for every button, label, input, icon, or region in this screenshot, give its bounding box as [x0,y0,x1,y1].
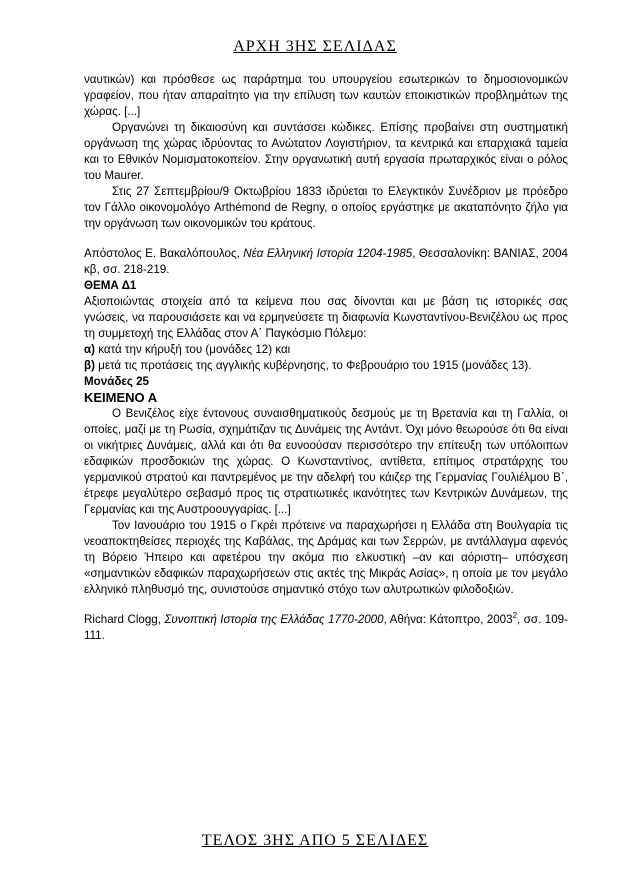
text-a-paragraph: Ο Βενιζέλος είχε έντονους συναισθηματικούς δεσμούς με τη Βρετανία και τη Γαλλία, οι οποίες, μαζί με τη Ρωσία, σχημάτιζαν τις Δυνάμεις της Αντάντ. Όχι μόνο θεωρούσε ότι θα είναι οι νικήτριες Δυνάμεις, αλλά και ότι θα ευνοούσαν περισσότερο την επίτευξη των υπόλοιπων εδαφικών προσδοκιών της χώρας. Ο Κωνσταντίνος, αντίθετα, επίτιμος στρατάρχης του γερμανικού στρατού και παντρεμένος με την αδελφή του κάιζερ της Γερμανίας Γουλιέλμου Β΄, έτρεφε μεγαλύτερο σεβασμό προς τις στρατιωτικές ικανότητες των Κεντρικών Δυνάμεων, της Γερμανίας και της Αυστροουγγαρίας. [...] [84,407,568,516]
citation-publisher: , Αθήνα: Κάτοπτρο, 2003 [383,613,513,626]
citation-publisher: , Θεσσαλονίκη: ΒΑΝΙΑΣ, 2004 κβ, σσ. 218-219. [84,247,568,276]
task-a-letter: α) [84,343,95,356]
citation-author: Απόστολος Ε. Βακαλόπουλος, [84,247,244,260]
text-a-title: ΚΕΙΜΕΝΟ Α [84,390,158,405]
citation-title: Νέα Ελληνική Ιστορία 1204-1985 [243,247,413,260]
text-a-paragraph: Τον Ιανουάριο του 1915 ο Γκρέι πρότεινε να παραχωρήσει η Ελλάδα στη Βουλγαρία τις νεοαποκτηθείσες περιοχές της Καβάλας, της Δράμας και των Σερρών, με αντάλλαγμα αφενός τη Βόρειο Ήπειρο και αφετέρου την ακόμα πιο ελκυστική –αν και αόριστη– υπόσχεση «σημαντικών εδαφικών παραχωρήσεων στις ακτές της Μικράς Ασίας», η οποία με τον μεγάλο ελληνικό πληθυσμό της, συνιστούσε σημαντικό στόχο των αλυτρωτικών φιλοδοξιών. [84,519,568,596]
task-b-letter: β) [84,359,95,372]
theme-title: ΘΕΜΑ Δ1 [84,279,137,292]
task-a-text: κατά την κήρυξή του (μονάδες 12) και [95,343,291,356]
task-a [84,342,568,358]
page-content [84,72,568,644]
task-b-text: μετά τις προτάσεις της αγγλικής κυβέρνησης, το Φεβρουάριο του 1915 (μονάδες 13). [94,359,532,372]
theme-prompt: Αξιοποιώντας στοιχεία από τα κείμενα που σας δίνονται και με βάση τις ιστορικές σας γνώσεις, να παρουσιάσετε και να ερμηνεύσετε τη διαφωνία Κωνσταντίνου-Βενιζέλου ως προς τη συμμετοχή της Ελλάδας στον Α΄ Παγκόσμιο Πόλεμο: [84,295,568,340]
task-b [84,358,568,374]
passage-paragraph: Στις 27 Σεπτεμβρίου/9 Οκτωβρίου 1833 ιδρύεται το Ελεγκτικόν Συνέδριον με πρόεδρο τον Γάλλο οικονομολόγο Arthémond de Regny, ο οποίος εργάστηκε με ακαταπόνητο ζήλο για την οργάνωση των οικονομικών του κράτους. [84,185,568,230]
citation-title: Συνοπτική Ιστορία της Ελλάδας 1770-2000 [164,613,384,626]
page-footer: ΤΕΛΟΣ 3ΗΣ ΑΠΟ 5 ΣΕΛΙΔΕΣ [201,832,429,849]
citation-pages: , σσ. 109-111. [84,613,568,642]
citation-author: Richard Clogg, [84,613,165,626]
source-citation-1 [84,246,568,278]
passage-paragraph: Οργανώνει τη δικαιοσύνη και συντάσσει κώδικες. Επίσης προβαίνει στη συστηματική οργάνωση της χώρας ιδρύοντας το Ανώτατον Λογιστήριον, τα κεντρικά και επαρχιακά ταμεία και το Εθνικόν Νομισματοκοπείον. Στην οργανωτική αυτή εργασία πρωταρχικός είναι ο ρόλος του Maurer. [84,121,568,182]
source-citation-2 [84,612,568,644]
page-header: ΑΡΧΗ 3ΗΣ ΣΕΛΙΔΑΣ [233,38,397,55]
edition-superscript: 2 [512,611,518,621]
marks-total: Μονάδες 25 [84,375,149,388]
passage-paragraph: ναυτικών) και πρόσθεσε ως παράρτημα του υπουργείου εσωτερικών το δημοσιονομικών γραφείον, που ήταν απαραίτητο για την επίλυση των καυτών εποικιστικών προβλημάτων της χώρας. [...] [84,73,568,118]
